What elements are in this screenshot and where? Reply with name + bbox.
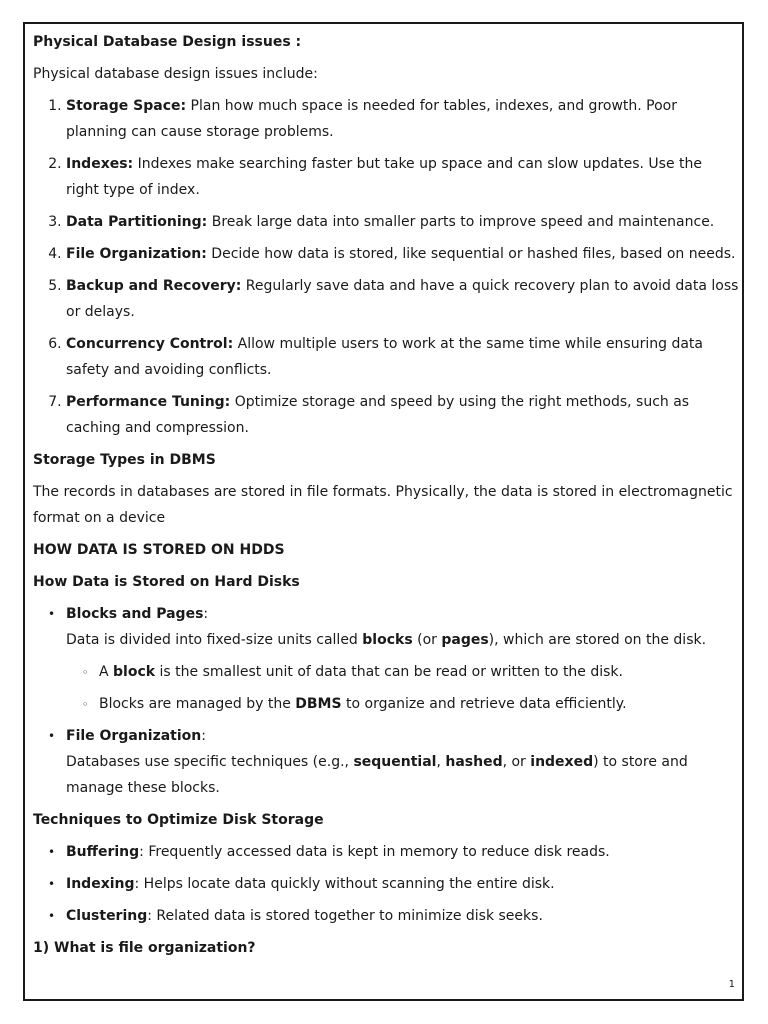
text-span: Databases use specific techniques (e.g., bbox=[66, 754, 354, 770]
list-item bbox=[66, 903, 739, 929]
text-span: , or bbox=[502, 754, 531, 770]
item-term: Blocks and Pages bbox=[66, 606, 204, 622]
item-text: Regularly save data and have a quick recovery plan to avoid data loss or delays. bbox=[66, 278, 739, 320]
item-text: : Related data is stored together to minimize disk seeks. bbox=[147, 908, 543, 924]
item-text: : Helps locate data quickly without scanning the entire disk. bbox=[134, 876, 555, 892]
document-content bbox=[33, 29, 739, 967]
heading-file-organization-question: 1) What is file organization? bbox=[33, 940, 256, 956]
heading-physical-design: Physical Database Design issues : bbox=[33, 34, 302, 50]
text-span: ) to store and manage these blocks. bbox=[66, 754, 688, 796]
bold-span: indexed bbox=[530, 754, 594, 770]
list-item bbox=[66, 601, 739, 717]
text-span: is the smallest unit of data that can be read or written to the disk. bbox=[155, 664, 623, 680]
item-term: Performance Tuning: bbox=[66, 394, 231, 410]
list-item bbox=[66, 273, 739, 325]
heading-hdds: HOW DATA IS STORED ON HDDS bbox=[33, 542, 285, 558]
text-span: to organize and retrieve data efficiently. bbox=[341, 696, 627, 712]
item-text bbox=[66, 754, 688, 796]
item-text: Plan how much space is needed for tables, indexes, and growth. Poor planning can cause storage problems. bbox=[66, 98, 678, 140]
list-item bbox=[66, 209, 739, 235]
heading-techniques: Techniques to Optimize Disk Storage bbox=[33, 812, 324, 828]
item-term: Indexing bbox=[66, 876, 135, 892]
bold-span: sequential bbox=[353, 754, 437, 770]
bold-span: DBMS bbox=[295, 696, 342, 712]
list-item bbox=[66, 331, 739, 383]
text-span: , bbox=[436, 754, 446, 770]
sub-list bbox=[66, 659, 739, 717]
list-item bbox=[66, 871, 739, 897]
item-term: File Organization: bbox=[66, 246, 207, 262]
item-term: Buffering bbox=[66, 844, 140, 860]
heading-hard-disks: How Data is Stored on Hard Disks bbox=[33, 574, 300, 590]
text-span: (or bbox=[412, 632, 442, 648]
item-term: Backup and Recovery: bbox=[66, 278, 242, 294]
techniques-list bbox=[33, 839, 739, 929]
list-item bbox=[66, 389, 739, 441]
item-colon: : bbox=[203, 606, 209, 622]
item-text: : Frequently accessed data is kept in memory to reduce disk reads. bbox=[139, 844, 610, 860]
list-item bbox=[66, 723, 739, 801]
item-term: Clustering bbox=[66, 908, 148, 924]
item-text: Optimize storage and speed by using the right methods, such as caching and compression. bbox=[66, 394, 690, 436]
text-span: ), which are stored on the disk. bbox=[488, 632, 707, 648]
item-text: Indexes make searching faster but take up space and can slow updates. Use the right type of index. bbox=[66, 156, 702, 198]
bold-span: hashed bbox=[445, 754, 503, 770]
item-term: Storage Space: bbox=[66, 98, 187, 114]
text-span: A bbox=[99, 664, 114, 680]
item-text bbox=[66, 632, 706, 648]
sub-list-item bbox=[99, 659, 739, 685]
list-item bbox=[66, 241, 739, 267]
bold-span: blocks bbox=[362, 632, 413, 648]
item-term: Concurrency Control: bbox=[66, 336, 234, 352]
hard-disk-list bbox=[33, 601, 739, 801]
issues-list bbox=[33, 93, 739, 441]
bold-span: pages bbox=[441, 632, 489, 648]
sub-list-item bbox=[99, 691, 739, 717]
item-text: Decide how data is stored, like sequential or hashed files, based on needs. bbox=[206, 246, 736, 262]
heading-storage-types: Storage Types in DBMS bbox=[33, 452, 216, 468]
page-number: 1 bbox=[728, 979, 735, 990]
text-span: Data is divided into fixed-size units called bbox=[66, 632, 363, 648]
intro-text: Physical database design issues include: bbox=[33, 66, 318, 82]
list-item bbox=[66, 93, 739, 145]
item-term: Data Partitioning: bbox=[66, 214, 208, 230]
list-item bbox=[66, 839, 739, 865]
bold-span: block bbox=[113, 664, 156, 680]
list-item bbox=[66, 151, 739, 203]
item-text: Break large data into smaller parts to improve speed and maintenance. bbox=[207, 214, 715, 230]
text-span: Blocks are managed by the bbox=[99, 696, 296, 712]
item-term: File Organization bbox=[66, 728, 202, 744]
item-term: Indexes: bbox=[66, 156, 134, 172]
item-text: Allow multiple users to work at the same time while ensuring data safety and avoiding conflicts. bbox=[66, 336, 703, 378]
item-colon: : bbox=[201, 728, 206, 744]
storage-paragraph: The records in databases are stored in file formats. Physically, the data is stored in electromagnetic format on a device bbox=[33, 484, 733, 526]
